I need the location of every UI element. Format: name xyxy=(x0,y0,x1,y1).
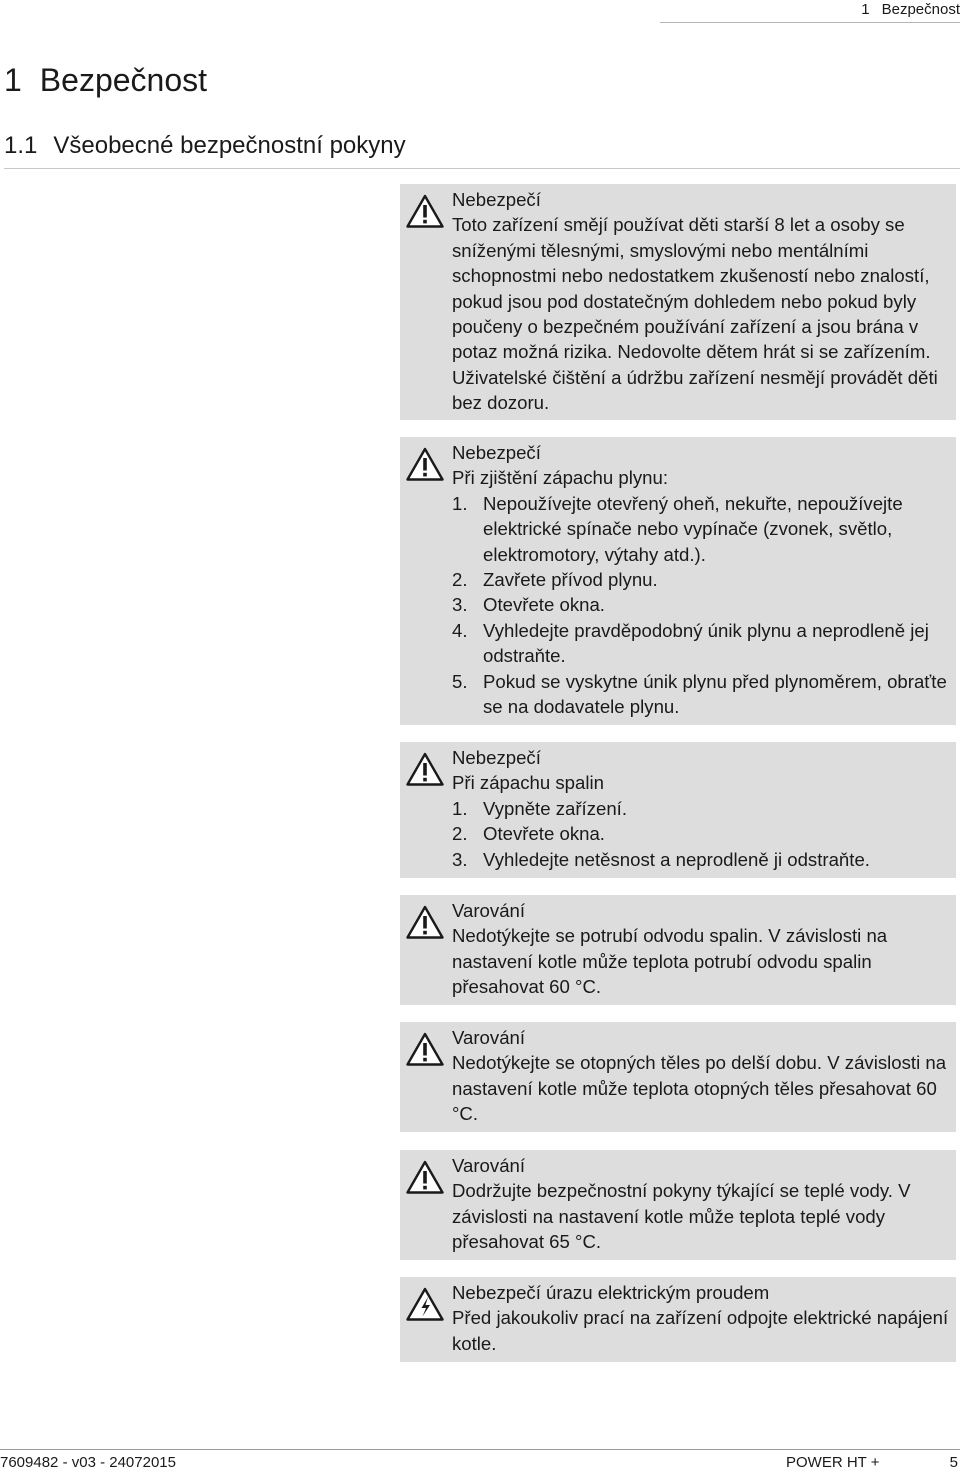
running-header xyxy=(660,0,960,23)
warning-triangle-icon xyxy=(406,1032,444,1066)
step-text: Pokud se vyskytne únik plynu před plynoměrem, obraťte se na dodavatele plynu. xyxy=(483,670,947,718)
notice-intro: Při zápachu spalin xyxy=(452,772,604,794)
notice-text: Nedotýkejte se otopných těles po delší dobu. V závislosti na nastavení kotle může teplota otopných těles přesahovat 60 °C. xyxy=(452,1052,947,1125)
step-text: Vyhledejte netěsnost a neprodleně ji odstraňte. xyxy=(483,848,870,870)
notice-title: Nebezpečí xyxy=(452,442,541,463)
notice-text: Před jakoukoliv prací na zařízení odpojte elektrické napájení kotle. xyxy=(452,1307,949,1354)
warning-notice-flue-pipe xyxy=(400,895,956,1005)
step-text: Vyhledejte pravděpodobný únik plynu a neprodleně jej odstraňte. xyxy=(483,619,929,667)
flue-steps-list xyxy=(452,796,950,872)
chapter-number: 1 xyxy=(4,62,22,98)
warning-notice-hot-water xyxy=(400,1150,956,1260)
electric-shock-triangle-icon xyxy=(406,1287,444,1321)
step-number: 3. xyxy=(452,594,468,616)
notice-text: Nedotýkejte se potrubí odvodu spalin. V závislosti na nastavení kotle může teplota potrubí odvodu spalin přesahovat 60 °C. xyxy=(452,925,888,998)
warning-triangle-icon xyxy=(406,194,444,228)
list-item xyxy=(452,567,950,592)
notice-title: Varování xyxy=(452,900,526,921)
list-item xyxy=(452,847,950,872)
section-number: 1.1 xyxy=(4,132,38,159)
step-text: Zavřete přívod plynu. xyxy=(483,569,658,591)
step-number: 1. xyxy=(452,797,468,819)
chapter-title-text: Bezpečnost xyxy=(39,62,208,98)
warning-triangle-icon xyxy=(406,752,444,786)
electric-shock-notice xyxy=(400,1277,956,1362)
list-item xyxy=(452,796,950,821)
running-header-number: 1 xyxy=(861,1,870,18)
chapter-title xyxy=(4,58,207,102)
notice-text: Dodržujte bezpečnostní pokyny týkající se teplé vody. V závislosti na nastavení kotle může teplota teplé vody přesahovat 65 °C. xyxy=(452,1180,911,1253)
section-title xyxy=(4,130,960,169)
step-number: 5. xyxy=(452,670,468,692)
section-title-text: Všeobecné bezpečnostní pokyny xyxy=(53,132,406,159)
gas-steps-list xyxy=(452,491,950,720)
warning-triangle-icon xyxy=(406,1160,444,1194)
warning-triangle-icon xyxy=(406,447,444,481)
footer-doc-code: 7609482 - v03 - 24072015 xyxy=(0,1454,176,1471)
notice-text: Toto zařízení smějí používat děti starší 8 let a osoby se sníženými tělesnými, smyslovými nebo mentálními schopnostmi nebo nedostatkem zkušeností nebo znalostí, pokud jsou pod dostatečným dohledem nebo pokud byly poučeny o bezpečném používání zařízení a jsou brána v potaz možná rizika. Nedovolte dětem hrát si se zařízením. Uživatelské čištění a údržbu zařízení nesmějí provádět děti bez dozoru. xyxy=(452,214,938,414)
step-text: Otevřete okna. xyxy=(483,823,605,845)
step-text: Nepoužívejte otevřený oheň, nekuřte, nepoužívejte elektrické spínače nebo vypínače (zvonek, světlo, elektromotory, výtahy atd.). xyxy=(483,492,903,565)
warning-triangle-icon xyxy=(406,905,444,939)
step-number: 3. xyxy=(452,848,468,870)
danger-notice-children-use xyxy=(400,184,956,420)
notice-title: Nebezpečí xyxy=(452,747,541,768)
footer-rule xyxy=(0,1449,960,1450)
danger-notice-flue-gas-smell xyxy=(400,742,956,878)
step-text: Vypněte zařízení. xyxy=(483,797,628,819)
list-item xyxy=(452,592,950,617)
notice-title: Varování xyxy=(452,1155,526,1176)
list-item xyxy=(452,821,950,846)
list-item xyxy=(452,669,950,720)
notice-title: Nebezpečí xyxy=(452,189,541,210)
step-number: 2. xyxy=(452,569,468,591)
danger-notice-gas-smell xyxy=(400,437,956,725)
notice-intro: Při zjištění zápachu plynu: xyxy=(452,467,669,489)
list-item xyxy=(452,491,950,567)
step-text: Otevřete okna. xyxy=(483,594,605,616)
footer-page-number: 5 xyxy=(949,1454,958,1471)
step-number: 1. xyxy=(452,492,468,514)
step-number: 2. xyxy=(452,823,468,845)
notice-title: Varování xyxy=(452,1027,526,1048)
footer-product-name: POWER HT + xyxy=(786,1454,880,1471)
list-item xyxy=(452,618,950,669)
running-header-title: Bezpečnost xyxy=(881,1,960,18)
warning-notice-radiators xyxy=(400,1022,956,1132)
step-number: 4. xyxy=(452,619,468,641)
notice-title: Nebezpečí úrazu elektrickým proudem xyxy=(452,1282,770,1303)
